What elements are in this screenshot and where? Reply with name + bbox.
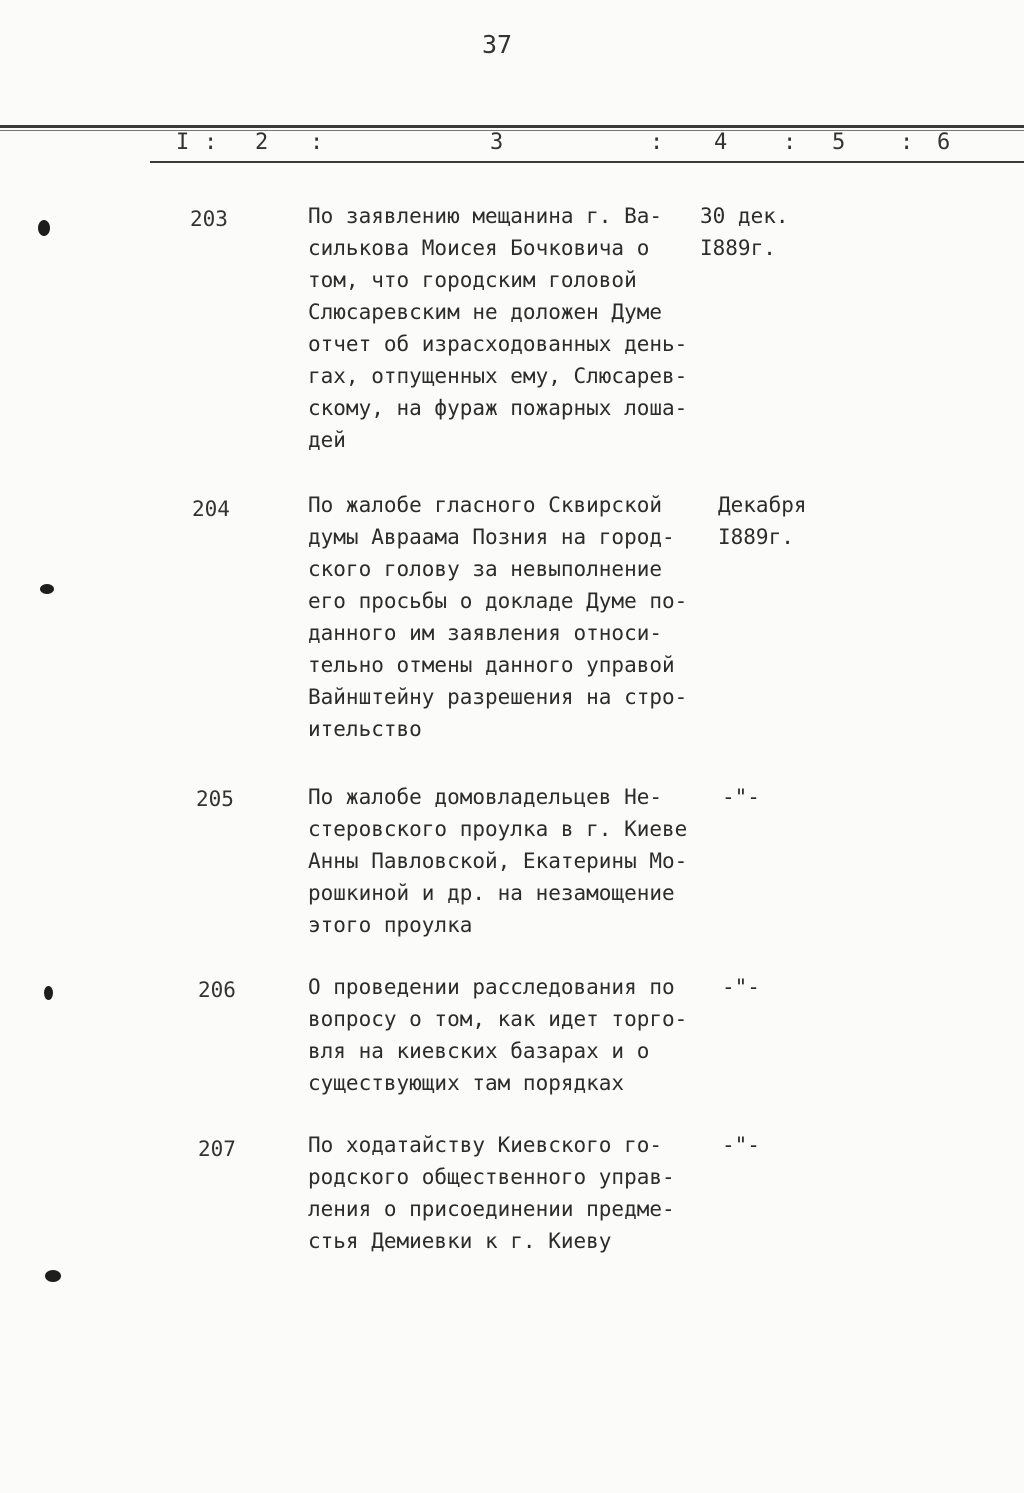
- entry-date: -"-: [722, 1133, 760, 1157]
- ink-speck: [45, 1270, 61, 1282]
- entry-description: О проведении расследования по вопросу о том, как идет торго- вля на киевских базарах и о существующих там порядках: [308, 975, 688, 1095]
- entry-number: 207: [198, 1137, 236, 1161]
- ink-speck: [40, 584, 54, 594]
- column-header-6: 6: [937, 130, 951, 155]
- column-header-2: 2: [255, 130, 269, 155]
- column-separator: :: [900, 130, 914, 155]
- entry-description: По заявлению мещанина г. Ва- силькова Моисея Бочковича о том, что городским головой Слюсаревским не доложен Думе отчет об израсходованных день- гах, отпущенных ему, Слюсарев- скому, на фураж пожарных лоша- дей: [308, 204, 688, 452]
- page-number: 37: [482, 30, 513, 59]
- entry-date: Декабря I889г.: [718, 493, 807, 549]
- column-header-1: I: [176, 130, 190, 155]
- entry-description: По ходатайству Киевского го- родского общественного управ- ления о присоединении предме- стья Демиевки к г. Киеву: [308, 1133, 675, 1253]
- column-separator: :: [310, 130, 324, 155]
- column-header-3: 3: [490, 130, 504, 155]
- column-separator: :: [204, 130, 218, 155]
- entry-date: 30 дек. I889г.: [700, 204, 789, 260]
- entry-description: По жалобе домовладельцев Не- стеровского проулка в г. Киеве Анны Павловской, Екатерины Мо- рошкиной и др. на незамощение этого проулка: [308, 785, 688, 937]
- entry-date: -"-: [722, 785, 760, 809]
- entry-number: 204: [192, 497, 230, 521]
- header-top-rule: [0, 125, 1024, 128]
- header-bottom-rule: [150, 161, 1024, 163]
- ink-speck: [44, 986, 53, 1000]
- ink-speck: [38, 220, 50, 236]
- header-top-rule-thin: [0, 130, 1024, 131]
- column-header-4: 4: [714, 130, 728, 155]
- entry-number: 203: [190, 207, 228, 231]
- entry-description: По жалобе гласного Сквирской думы Авраама Позния на город- ского голову за невыполнение его просьбы о докладе Думе по- данного им заявления относи- тельно отмены данного управой Вайнштейну разрешения на стро- ительство: [308, 493, 688, 741]
- entry-number: 206: [198, 978, 236, 1002]
- column-header-5: 5: [832, 130, 846, 155]
- column-separator: :: [783, 130, 797, 155]
- entry-date: -"-: [722, 975, 760, 999]
- column-separator: :: [650, 130, 664, 155]
- entry-number: 205: [196, 787, 234, 811]
